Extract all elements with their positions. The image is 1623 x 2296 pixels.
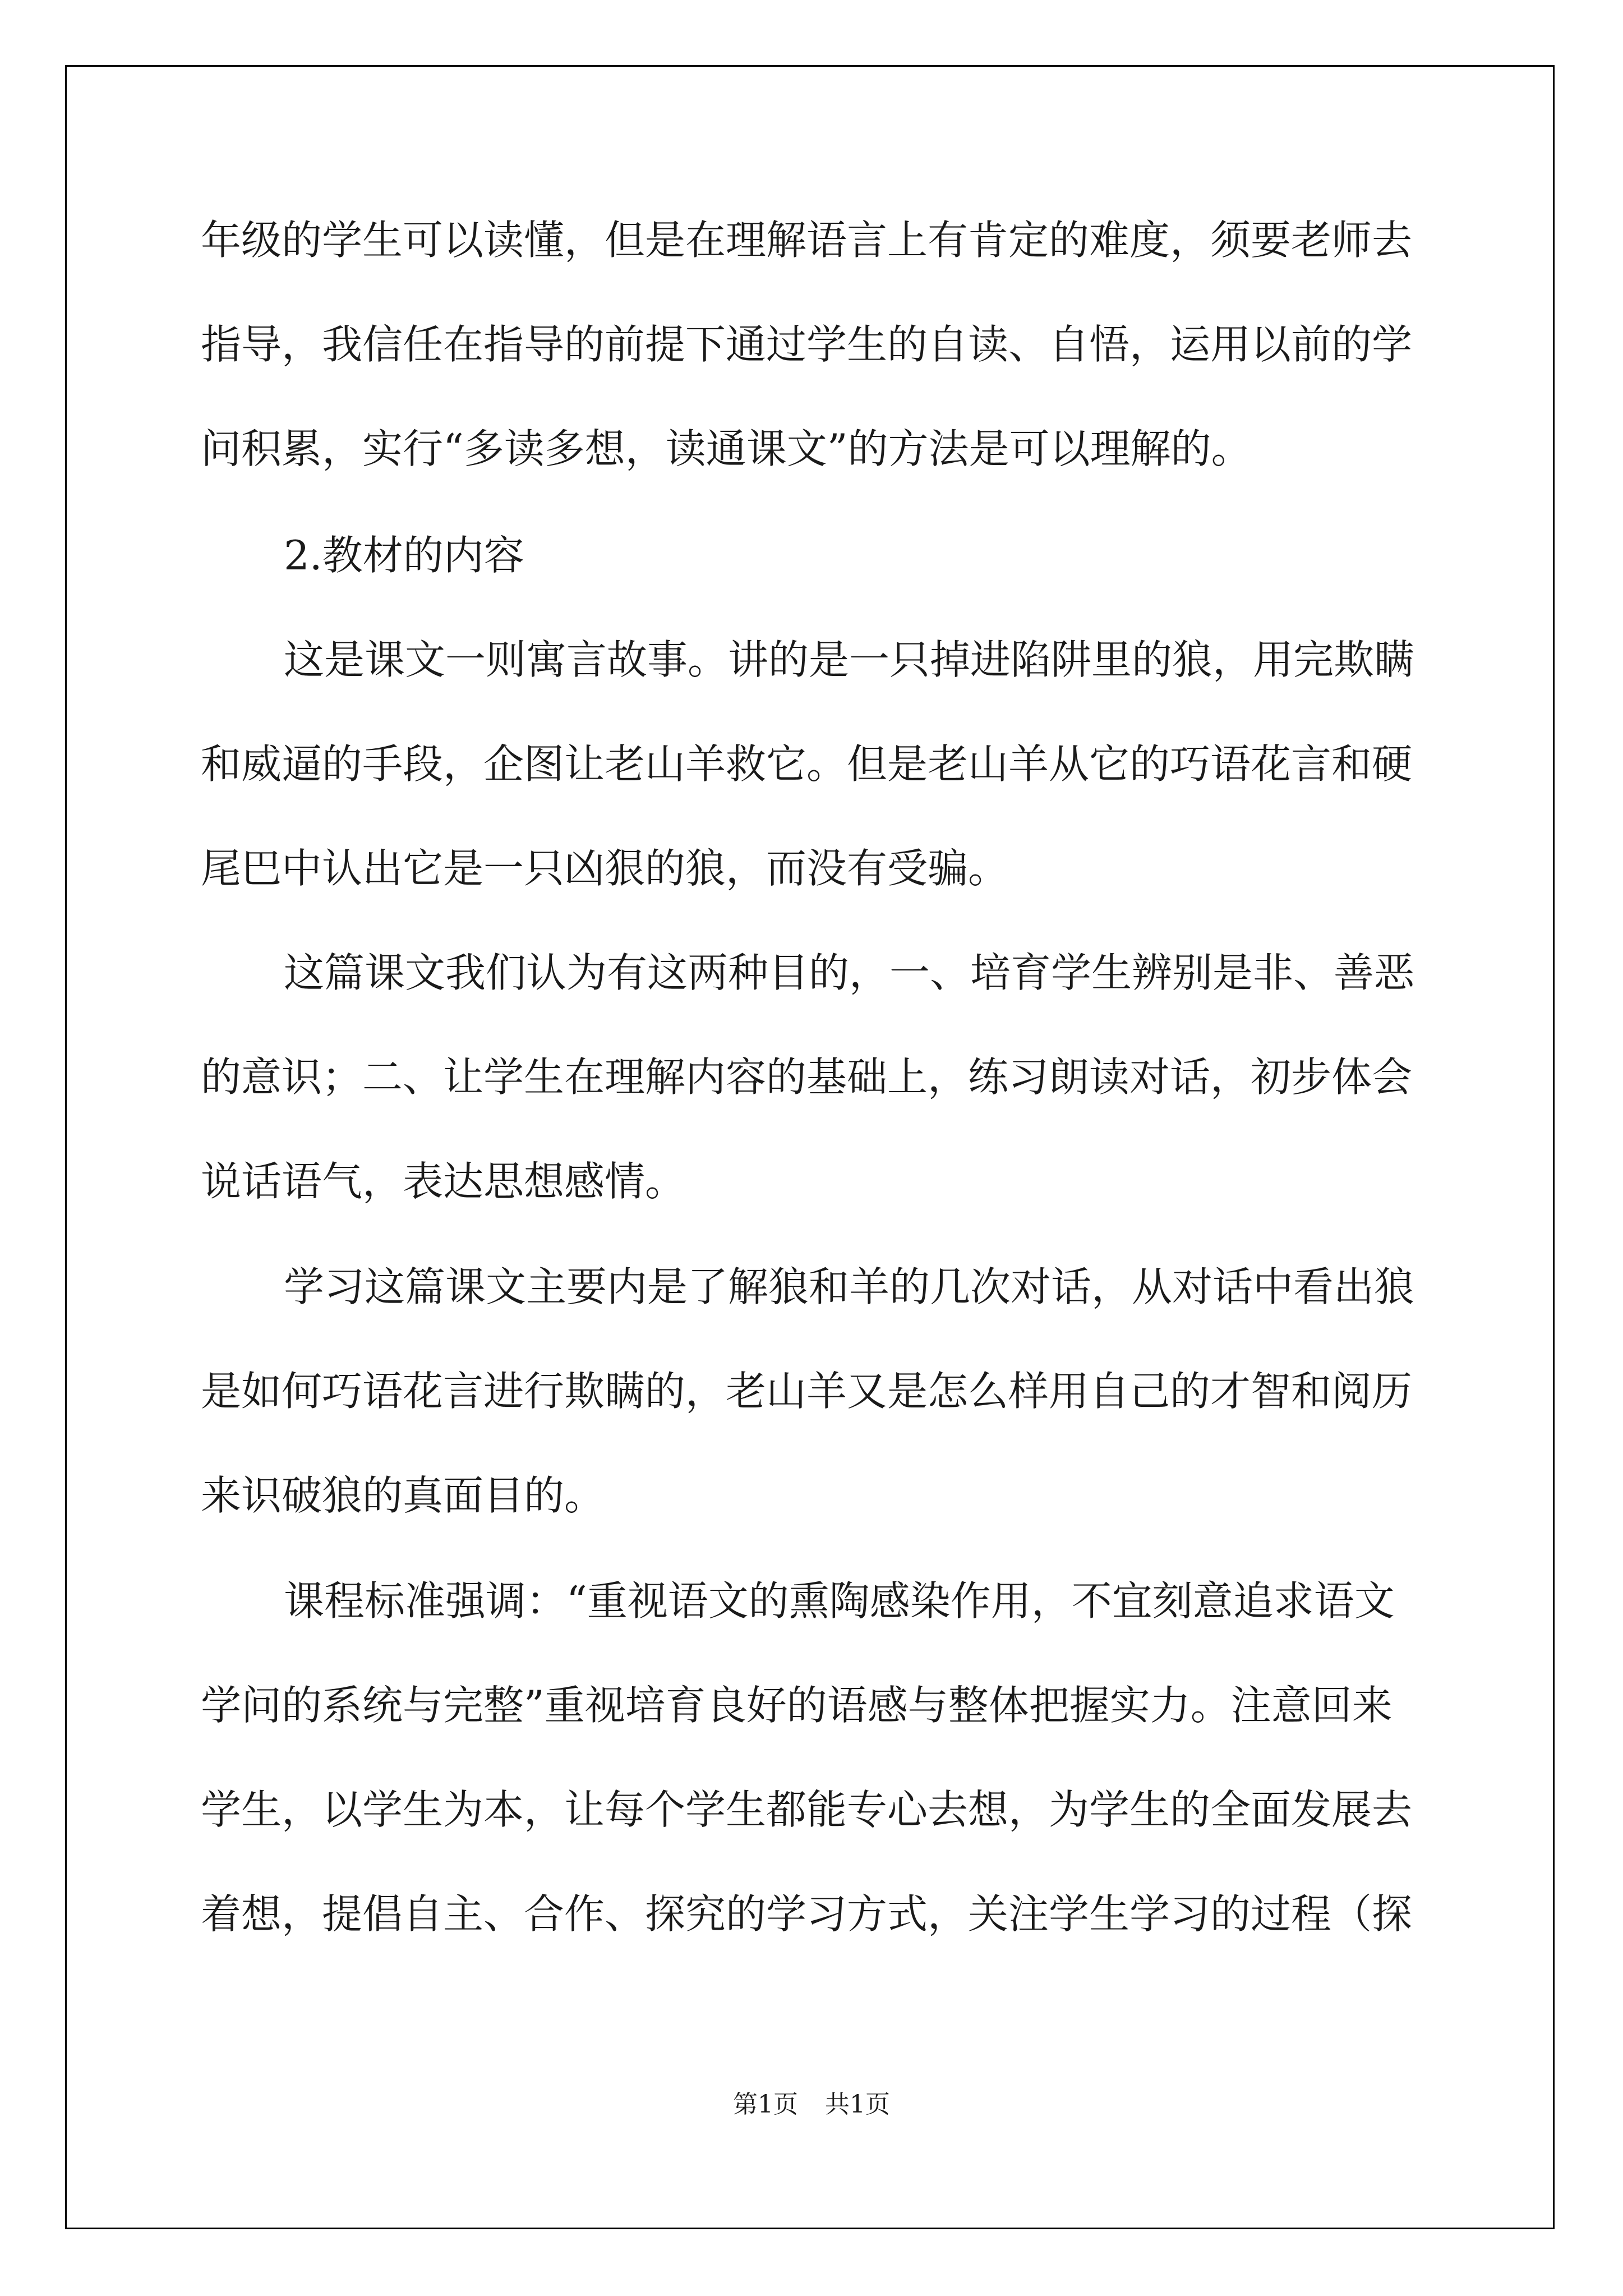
text-line: 和威逼的手段，企图让老山羊救它。但是老山羊从它的巧语花言和硬 <box>201 740 1413 788</box>
text-line: 学生，以学生为本，让每个学生都能专心去想，为学生的全面发展去 <box>201 1786 1413 1833</box>
text-line: 年级的学生可以读懂，但是在理解语言上有肯定的难度，须要老师去 <box>201 217 1413 264</box>
text-line: 问积累，实行“多读多想，读通课文”的方法是可以理解的。 <box>201 425 1252 472</box>
text-line: 尾巴中认出它是一只凶狠的狼，而没有受骗。 <box>201 845 1009 892</box>
page-footer <box>0 2088 1623 2122</box>
text-line: 学问的系统与完整”重视培育良好的语感与整体把握实力。注意回来 <box>201 1682 1393 1729</box>
section-heading: 2.教材的内容 <box>284 532 524 579</box>
page-total: 共1页 <box>825 2090 890 2119</box>
text-line: 是如何巧语花言进行欺瞒的，老山羊又是怎么样用自己的才智和阅历 <box>201 1368 1413 1415</box>
text-line: 着想，提倡自主、合作、探究的学习方式，关注学生学习的过程（探 <box>201 1890 1413 1938</box>
text-line: 课程标准强调：“重视语文的熏陶感染作用，不宜刻意追求语文 <box>284 1577 1395 1625</box>
page-number: 第1页 <box>733 2090 798 2119</box>
text-line: 指导，我信任在指导的前提下通过学生的自读、自悟，运用以前的学 <box>201 321 1413 368</box>
text-line: 学习这篇课文主要内是了解狼和羊的几次对话，从对话中看出狼 <box>284 1263 1415 1310</box>
text-line: 说话语气，表达思想感情。 <box>201 1158 686 1205</box>
text-line: 来识破狼的真面目的。 <box>201 1472 605 1519</box>
text-line: 这是课文一则寓言故事。讲的是一只掉进陷阱里的狼，用完欺瞒 <box>284 636 1415 683</box>
text-line: 这篇课文我们认为有这两种目的，一、培育学生辨别是非、善恶 <box>284 949 1415 996</box>
text-line: 的意识；二、让学生在理解内容的基础上，练习朗读对话，初步体会 <box>201 1053 1413 1101</box>
